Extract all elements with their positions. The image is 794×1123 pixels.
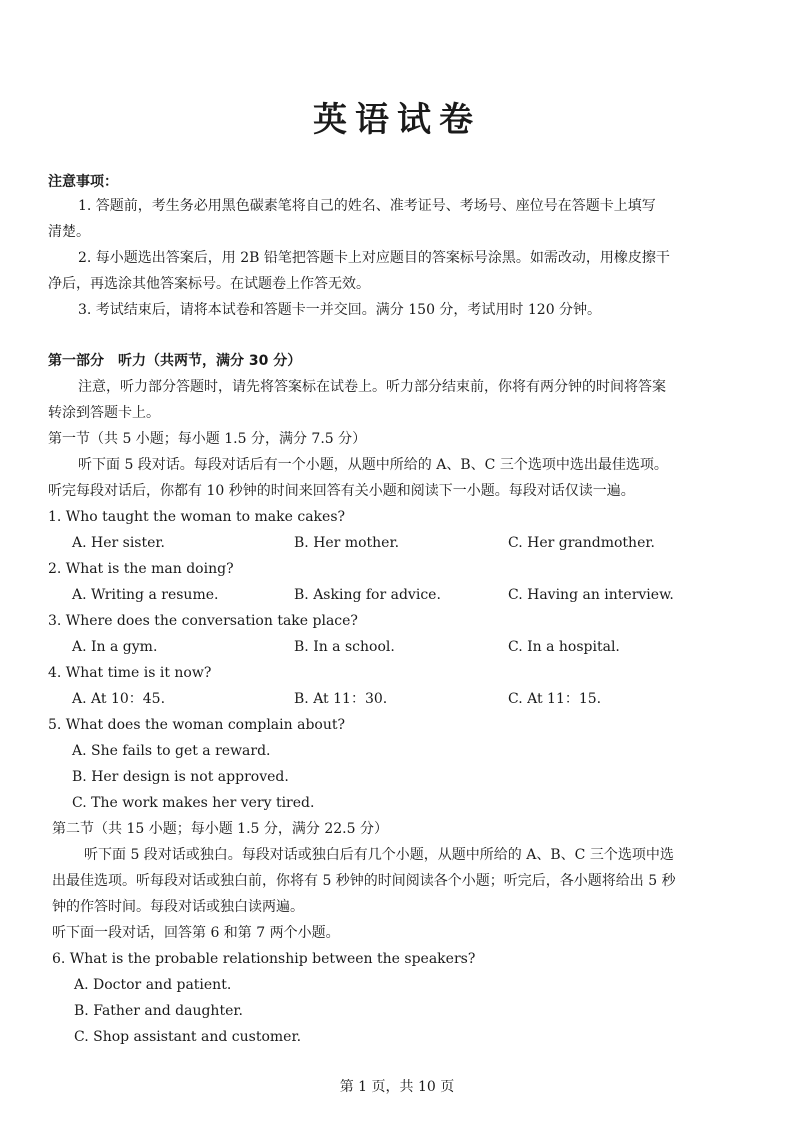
- option-b: B. At 11：30.: [294, 691, 388, 707]
- note-item-1-line2: 清楚。: [48, 224, 90, 240]
- part1-note-line2: 转涂到答题卡上。: [48, 405, 160, 421]
- section2-instr-line2: 出最佳选项。听每段对话或独白前，你将有 5 秒钟的时间阅读各个小题；听完后，各小题将给出 5 秒: [52, 873, 676, 889]
- notes-heading: 注意事项：: [48, 174, 118, 190]
- option-c: C. At 11：15.: [508, 691, 602, 707]
- page-footer: 第 1 页，共 10 页: [339, 1079, 455, 1095]
- option-b: B. Father and daughter.: [74, 1003, 243, 1019]
- question-stem: 1. Who taught the woman to make cakes?: [48, 509, 346, 525]
- option-c: C. Her grandmother.: [508, 535, 655, 551]
- option-b: B. Her mother.: [294, 535, 400, 551]
- option-c: C. In a hospital.: [508, 639, 620, 655]
- section1-instr-line2: 听完每段对话后，你都有 10 秒钟的时间来回答有关小题和阅读下一小题。每段对话仅读一遍。: [48, 483, 635, 499]
- option-a: A. At 10：45.: [72, 691, 166, 707]
- question-stem: 5. What does the woman complain about?: [48, 717, 345, 733]
- option-a: A. Writing a resume.: [72, 587, 219, 603]
- question-stem: 2. What is the man doing?: [48, 561, 234, 577]
- section1-heading: 第一节（共 5 小题；每小题 1.5 分，满分 7.5 分）: [48, 431, 367, 447]
- section1-instr-line1: 听下面 5 段对话。每段对话后有一个小题，从题中所给的 A、B、C 三个选项中选出最佳选项。: [78, 457, 668, 473]
- note-item-2-line2: 净后，再选涂其他答案标号。在试题卷上作答无效。: [48, 276, 370, 292]
- part1-heading: 第一部分 听力（共两节，满分 30 分）: [48, 353, 302, 369]
- section2-sub-instr: 听下面一段对话，回答第 6 和第 7 两个小题。: [52, 925, 340, 941]
- part1-note-line1: 注意，听力部分答题时，请先将答案标在试卷上。听力部分结束前，你将有两分钟的时间将答案: [78, 379, 666, 395]
- option-c: C. The work makes her very tired.: [72, 795, 315, 811]
- note-item-1-line1: 1. 答题前，考生务必用黑色碳素笔将自己的姓名、准考证号、考场号、座位号在答题卡上填写: [78, 198, 656, 214]
- option-c: C. Shop assistant and customer.: [74, 1029, 302, 1045]
- section2-instr-line1: 听下面 5 段对话或独白。每段对话或独白后有几个小题，从题中所给的 A、B、C 三个选项中选: [84, 847, 674, 863]
- option-c: C. Having an interview.: [508, 587, 674, 603]
- section2-instr-line3: 钟的作答时间。每段对话或独白读两遍。: [52, 899, 304, 915]
- option-b: B. Asking for advice.: [294, 587, 441, 603]
- question-stem: 3. Where does the conversation take place?: [48, 613, 358, 629]
- section2-heading: 第二节（共 15 小题；每小题 1.5 分，满分 22.5 分）: [52, 821, 388, 837]
- option-b: B. In a school.: [294, 639, 395, 655]
- option-b: B. Her design is not approved.: [72, 769, 289, 785]
- option-a: A. She fails to get a reward.: [72, 743, 271, 759]
- option-a: A. Her sister.: [72, 535, 166, 551]
- question-stem: 6. What is the probable relationship between the speakers?: [52, 951, 476, 967]
- note-item-3: 3. 考试结束后，请将本试卷和答题卡一并交回。满分 150 分，考试用时 120 分钟。: [78, 302, 602, 318]
- option-a: A. Doctor and patient.: [74, 977, 232, 993]
- option-a: A. In a gym.: [72, 639, 158, 655]
- note-item-2-line1: 2. 每小题选出答案后，用 2B 铅笔把答题卡上对应题目的答案标号涂黑。如需改动，用橡皮擦干: [78, 250, 670, 266]
- page-title: 英语试卷: [313, 100, 481, 140]
- question-stem: 4. What time is it now?: [48, 665, 212, 681]
